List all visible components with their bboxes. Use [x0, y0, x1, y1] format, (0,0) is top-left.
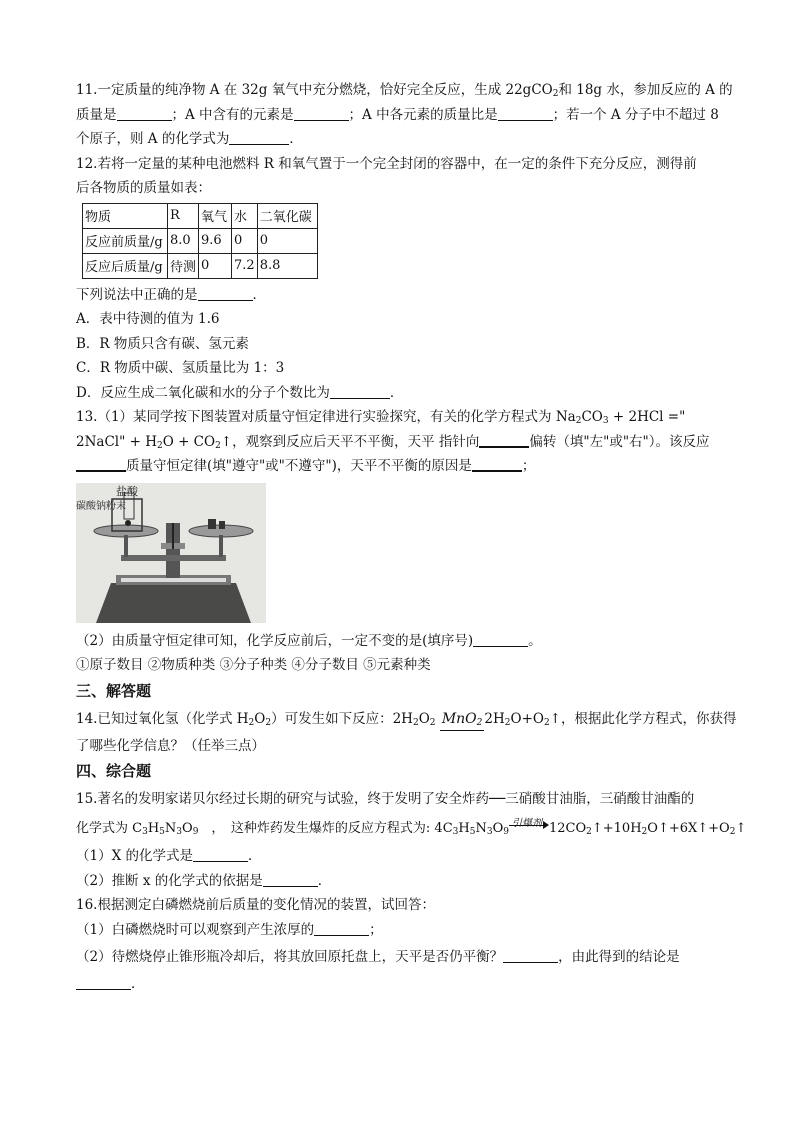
q16-blank-conclusion[interactable]	[76, 974, 131, 990]
catalyst-label: MnO$_2$	[440, 712, 485, 731]
q12-line-1: 12.若将一定量的某种电池燃料 R 和氧气置于一个完全封闭的容器中，在一定的条件下充分反应，测得前	[76, 155, 697, 172]
q13-blank-invariant[interactable]	[473, 631, 528, 647]
table-header-row	[83, 203, 318, 228]
table-cell: 8.0	[168, 228, 199, 253]
table-cell: 待测	[168, 253, 199, 278]
table-cell: 水	[232, 203, 258, 228]
table-cell: 8.8	[257, 253, 317, 278]
q12-option-b: B．R 物质只含有碳、氢元素	[76, 335, 249, 352]
q13-line-2: 2NaCl" + $H_2O$ + $CO_2↑$，观察到反应后天平不平衡，天平 指针向 偏转（填"左"或"右"）。该反应	[76, 430, 726, 455]
q12-blank-ratio[interactable]	[330, 383, 390, 399]
q11-line-2: 质量是 ；A 中含有的元素是 ；A 中各元素的质量比是 ；若一个 A 分子中不超过 8	[76, 106, 719, 123]
q11-blank-mass[interactable]	[117, 105, 172, 121]
figure-label-powder: 碳酸钠粉末	[76, 500, 126, 512]
q15-blank-basis[interactable]	[263, 871, 318, 887]
q16-blank-smoke[interactable]	[314, 920, 369, 936]
q11-blank-elements[interactable]	[294, 105, 349, 121]
q15-line-1: 15.著名的发明家诺贝尔经过长期的研究与试验，终于发明了安全炸药──三硝酸甘油脂，三硝酸甘油酯的	[76, 791, 695, 807]
q16-blank-balance[interactable]	[503, 947, 558, 963]
table-cell: 9.6	[199, 228, 232, 253]
table-cell: 反应前质量/g	[83, 228, 168, 253]
reaction-arrow-icon: 引爆剂	[509, 815, 549, 833]
figure-label-acid: 盐酸	[116, 484, 138, 498]
q14-line-2: 了哪些化学信息？（任举三点）	[76, 737, 265, 754]
table-cell: 反应后质量/g	[83, 253, 168, 278]
table-cell: 二氧化碳	[257, 203, 317, 228]
q13-part-2: （2）由质量守恒定律可知，化学反应前后，一定不变的是(填序号) 。	[76, 632, 542, 649]
q15-line-2: 化学式为 $C_3H_5N_3O_9$ ， 这种炸药发生爆炸的反应方程式为: $4C_3H_5N_3O_9$ 引爆剂 $12CO_2↑+10H_2O↑+6X↑+O_2↑$	[76, 814, 726, 844]
q13-blank-direction[interactable]	[479, 431, 529, 448]
table-cell: 0	[257, 228, 317, 253]
q12-option-c: C．R 物质中碳、氢质量比为 1：3	[76, 360, 285, 376]
q12-line-2: 后各物质的质量如表：	[76, 180, 211, 196]
q13-choices: ①原子数目 ②物质种类 ③分子种类 ④分子数目 ⑤元素种类	[76, 657, 431, 673]
table-cell: 7.2	[232, 253, 258, 278]
q13-blank-obey[interactable]	[76, 455, 126, 472]
table-cell: 物质	[83, 203, 168, 228]
q11-blank-formula[interactable]	[229, 129, 289, 145]
table-row	[83, 228, 318, 253]
q11-blank-ratio[interactable]	[498, 105, 553, 121]
table-cell: 0	[199, 253, 232, 278]
q12-mass-table	[82, 203, 318, 279]
balance-experiment-image	[76, 483, 266, 623]
q16-part-2: （2）待燃烧停止锥形瓶冷却后，将其放回原托盘上，天平是否仍平衡？ ，由此得到的结论是	[76, 949, 680, 965]
table-row	[83, 253, 318, 278]
q16-line-1: 16.根据测定白磷燃烧前后质量的变化情况的装置，试回答：	[76, 897, 435, 913]
q13-line-3: 质量守恒定律(填"遵守"或"不遵守")，天平不平衡的原因是 ；	[76, 454, 726, 479]
table-cell: 0	[232, 228, 258, 253]
q15-blank-formula[interactable]	[193, 846, 248, 862]
q12-option-d: D．反应生成二氧化碳和水的分子个数比为 ．	[76, 384, 404, 401]
table-cell: 氧气	[199, 203, 232, 228]
worksheet-page	[76, 78, 747, 997]
q16-part-1: （1）白磷燃烧时可以观察到产生浓厚的 ；	[76, 921, 383, 938]
q15-part-2: （2）推断 x 的化学式的依据是 ．	[76, 872, 332, 889]
q16-part-3: ．	[76, 972, 726, 997]
q11-line-3: 个原子，则 A 的化学式为 ．	[76, 131, 303, 147]
q15-part-1: （1）X 的化学式是 ．	[76, 848, 262, 864]
q12-blank-answer[interactable]	[198, 285, 253, 301]
section-heading-comprehensive: 四、综合题	[76, 762, 152, 780]
q14-line-1: 14.已知过氧化氢（化学式 $H_2O_2$）可发生如下反应：$2H_2O_2$ MnO$_2$ $2H_2O+O_2↑$，根据此化学方程式，你获得	[76, 704, 726, 734]
q13-blank-reason[interactable]	[472, 455, 522, 472]
q11-line-1: 11.一定质量的纯净物 A 在 32g 氧气中充分燃烧，恰好完全反应，生成 22gCO$_2$和 18g 水，参加反应的 A 的	[76, 82, 733, 99]
table-cell: R	[168, 203, 199, 228]
section-heading-answer: 三、解答题	[76, 681, 152, 700]
q12-prompt: 下列说法中正确的是 ．	[76, 286, 266, 303]
q12-option-a: A．表中待测的值为 1.6	[76, 311, 220, 327]
q13-line-1: 13.（1）某同学按下图装置对质量守恒定律进行实验探究，有关的化学方程式为 $Na_2CO_3 + 2HCl$ ="	[76, 409, 686, 426]
